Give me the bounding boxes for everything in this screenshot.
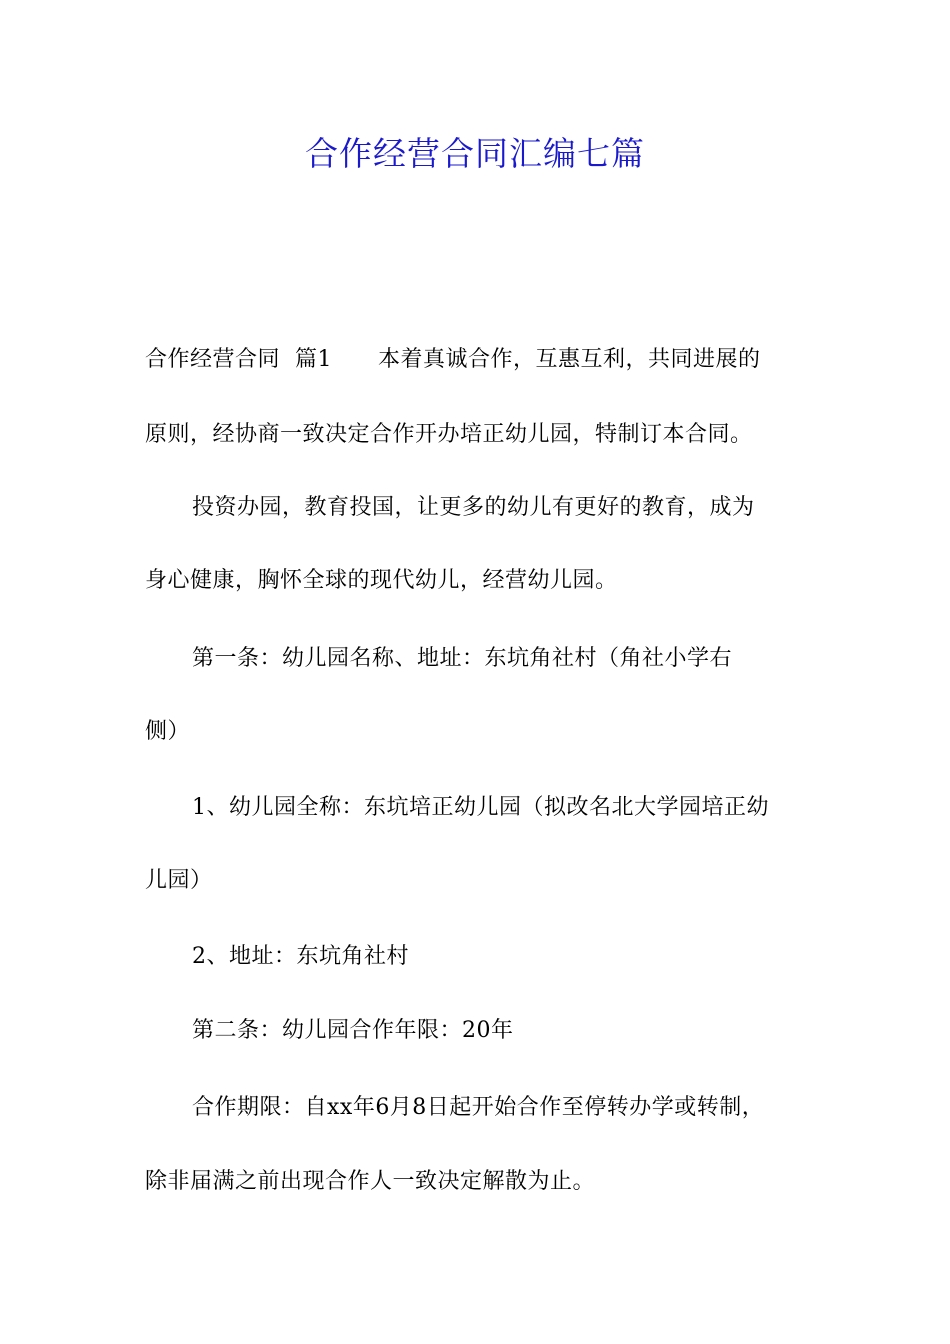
paragraph-line-6: 侧） [145,719,191,744]
paragraph-line-3: 投资办园，教育投国，让更多的幼儿有更好的教育，成为 [192,495,755,520]
paragraph-line-4: 身心健康，胸怀全球的现代幼儿，经营幼儿园。 [145,568,618,593]
paragraph-line-7: 1、幼儿园全称：东坑培正幼儿园（拟改名北大学园培正幼 [192,795,769,820]
section-heading: 合作经营合同 篇1 [145,347,332,372]
document-title: 合作经营合同汇编七篇 [305,134,645,173]
paragraph-line-5: 第一条：幼儿园名称、地址：东坑角社村（角社小学右 [192,646,733,671]
paragraph-line-9: 2、地址：东坑角社村 [192,944,409,969]
paragraph-line-2: 原则，经协商一致决定合作开办培正幼儿园，特制订本合同。 [145,422,753,447]
paragraph-text: 本着真诚合作，互惠互利，共同进展的 [377,347,761,372]
paragraph-line-11: 合作期限：自xx年6月8日起开始合作至停转办学或转制， [192,1095,765,1120]
paragraph-line-10: 第二条：幼儿园合作年限：20年 [192,1018,514,1043]
paragraph-line-1 [145,345,810,375]
paragraph-line-8: 儿园） [145,868,213,893]
paragraph-line-12: 除非届满之前出现合作人一致决定解散为止。 [145,1169,596,1194]
